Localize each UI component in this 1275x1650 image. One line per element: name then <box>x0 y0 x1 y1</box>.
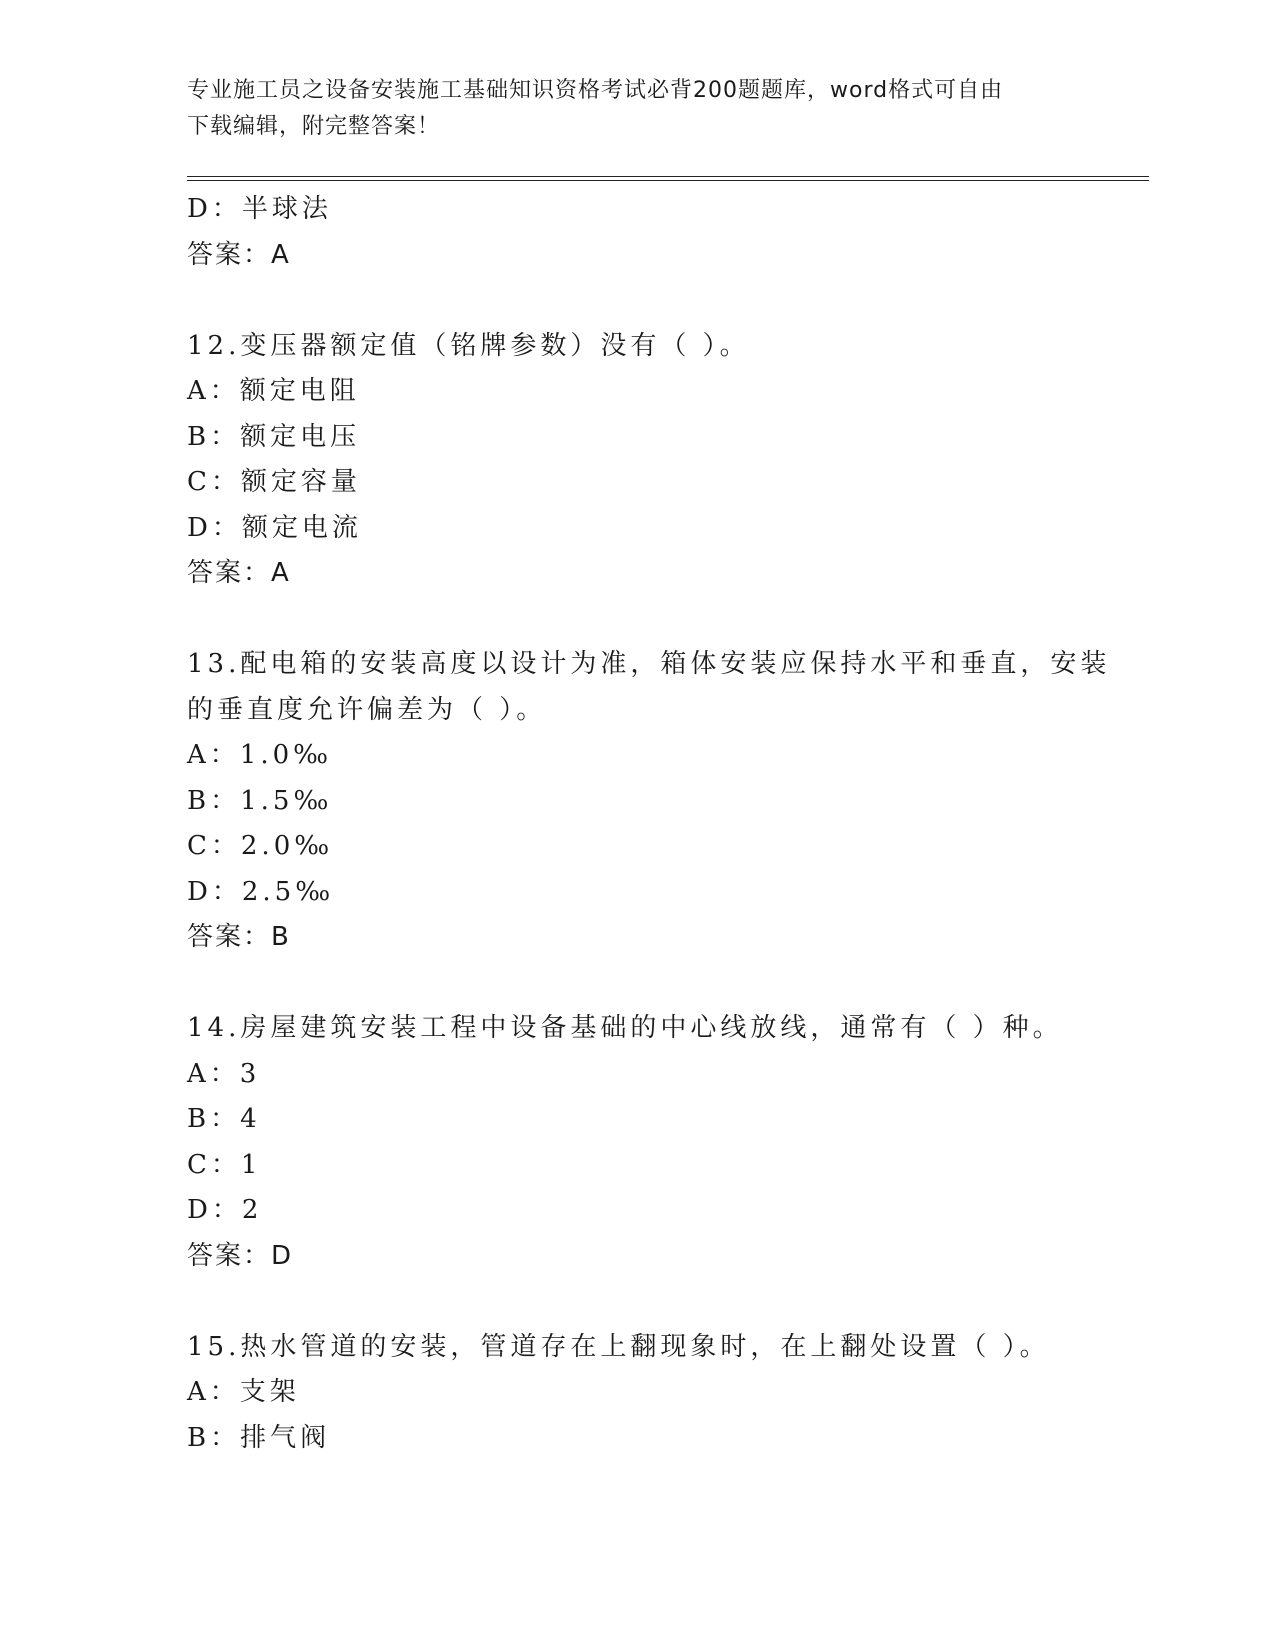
question-list <box>187 187 1147 1461</box>
option-d: D：半球法 <box>187 194 332 224</box>
question-text-continued: 的垂直度允许偏差为（ ）。 <box>187 694 547 725</box>
answer-line: 答案：D <box>187 1240 294 1271</box>
option-b: B：排气阀 <box>187 1422 331 1453</box>
answer-line: 答案：B <box>187 922 291 952</box>
document-header <box>187 73 1087 145</box>
option-b: B：额定电压 <box>187 421 361 452</box>
header-line-2: 下载编辑，附完整答案！ <box>187 114 441 139</box>
question-14 <box>187 1006 1147 1279</box>
option-b: B：4 <box>187 1104 261 1134</box>
option-c: C：2.0‰ <box>187 831 334 861</box>
question-text: 12.变压器额定值（铭牌参数）没有（ ）。 <box>187 330 750 361</box>
option-a: A：支架 <box>187 1377 300 1407</box>
spacer <box>187 1279 1147 1325</box>
spacer <box>187 597 1147 643</box>
answer-line: 答案：A <box>187 239 291 270</box>
question-text: 14.房屋建筑安装工程中设备基础的中心线放线，通常有（ ）种。 <box>187 1013 1063 1043</box>
question-15 <box>187 1325 1147 1462</box>
option-c: C：1 <box>187 1149 262 1180</box>
spacer <box>187 961 1147 1007</box>
question-12 <box>187 324 1147 597</box>
previous-question-tail <box>187 187 1147 278</box>
question-text: 13.配电箱的安装高度以设计为准，箱体安装应保持水平和垂直，安装 <box>187 649 1111 679</box>
option-a: A：3 <box>187 1058 261 1089</box>
option-a: A：额定电阻 <box>187 376 360 406</box>
option-a: A：1.0‰ <box>187 740 333 770</box>
header-divider <box>187 176 1149 181</box>
option-d: D：额定电流 <box>187 512 362 543</box>
option-d: D：2.5‰ <box>187 876 335 907</box>
spacer <box>187 278 1147 324</box>
answer-line: 答案：A <box>187 558 291 588</box>
question-text: 15.热水管道的安装，管道存在上翻现象时，在上翻处设置（ ）。 <box>187 1331 1050 1362</box>
option-c: C：额定容量 <box>187 467 361 497</box>
header-line-1: 专业施工员之设备安装施工基础知识资格考试必背200题题库，word格式可自由 <box>187 78 1004 103</box>
option-d: D：2 <box>187 1195 263 1225</box>
question-13 <box>187 642 1147 961</box>
option-b: B：1.5‰ <box>187 785 333 816</box>
